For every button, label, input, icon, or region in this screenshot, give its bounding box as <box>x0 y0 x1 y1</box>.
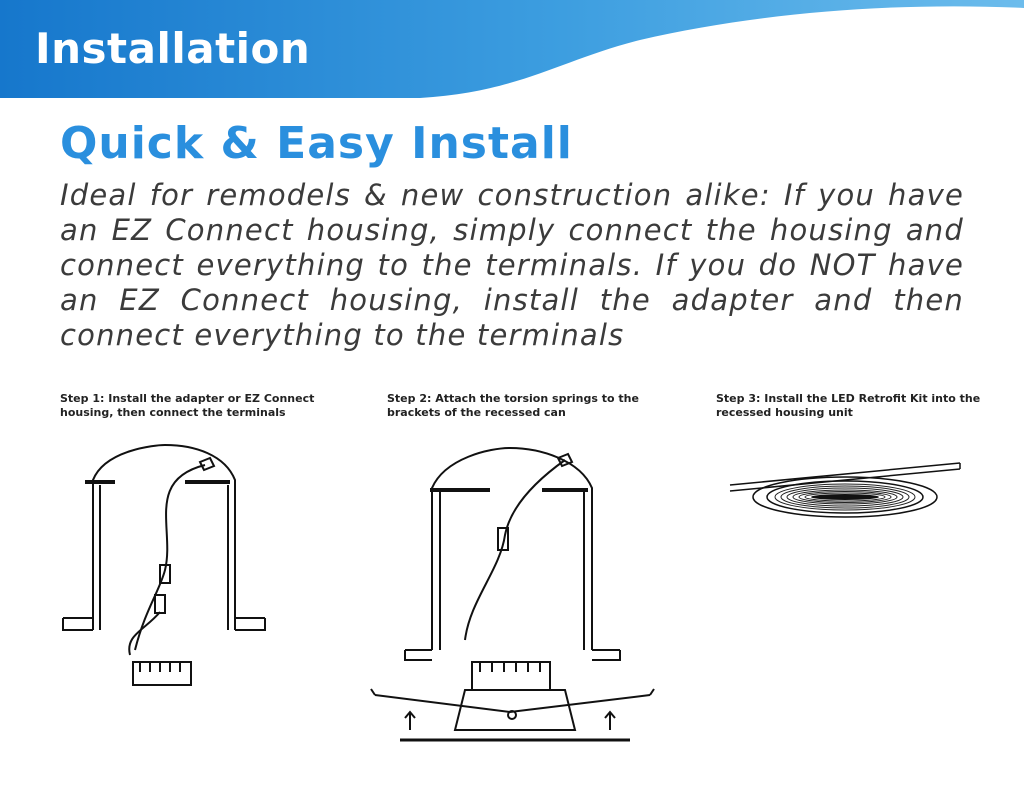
section-heading: Quick & Easy Install <box>60 118 573 169</box>
step-1-caption: Step 1: Install the adapter or EZ Connect housing, then connect the terminals <box>60 392 315 419</box>
step-3-illustration <box>725 455 965 525</box>
step-2-illustration <box>370 440 660 755</box>
step-3-caption: Step 3: Install the LED Retrofit Kit into the recessed housing unit <box>716 392 981 419</box>
page-title: Installation <box>35 24 311 73</box>
step-1-illustration <box>55 440 275 690</box>
intro-paragraph: Ideal for remodels & new construction alike: If you have an EZ Connect housing, simply connect the housing and connect everything to the terminals. If you do NOT have an EZ Connect housing, install the adapter and then connect everything to the terminals <box>60 178 964 352</box>
step-2-caption: Step 2: Attach the torsion springs to the brackets of the recessed can <box>387 392 639 419</box>
